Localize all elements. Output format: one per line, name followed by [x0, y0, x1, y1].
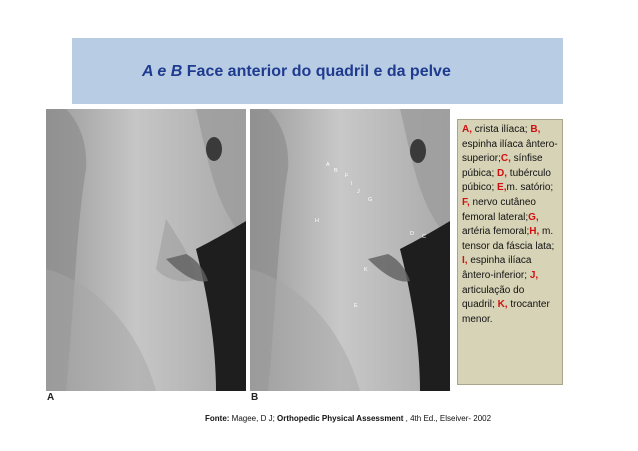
photo-label-a: A	[326, 162, 330, 168]
legend-key: H,	[529, 226, 540, 238]
panel-a-letter: A	[47, 392, 55, 403]
photo-b-image	[250, 109, 450, 391]
legend-item-e	[497, 182, 553, 193]
photo-label-f: F	[345, 173, 349, 179]
legend-key: A,	[462, 124, 472, 135]
legend-desc: articulação do quadril;	[462, 284, 525, 311]
photo-panel-a	[46, 109, 246, 391]
source-book: Orthopedic Physical Assessment	[277, 414, 404, 423]
legend-key: G,	[528, 211, 539, 223]
legend-desc: m. satório;	[506, 182, 554, 194]
photo-label-i: I	[351, 181, 353, 187]
legend-desc: artéria femoral;	[462, 226, 530, 238]
photo-panel-b	[250, 109, 450, 391]
photo-label-g: G	[368, 197, 373, 203]
source-citation	[205, 414, 491, 423]
photo-a-image	[46, 109, 246, 391]
source-edition: , 4th Ed., Elseiver- 2002	[403, 414, 492, 423]
legend-desc: espinha ilíaca ântero-superior;	[462, 138, 558, 165]
legend-desc: sínfise púbica;	[462, 153, 543, 179]
legend-desc: nervo cutâneo femoral lateral;	[462, 196, 536, 223]
legend-box	[457, 119, 563, 385]
legend-key: F,	[462, 196, 470, 208]
photo-label-d: D	[410, 231, 414, 237]
legend-item-f	[462, 197, 536, 223]
photo-label-e: E	[354, 303, 358, 309]
legend-desc: tubérculo púbico;	[462, 167, 551, 194]
legend-key: B,	[530, 124, 541, 135]
photo-label-j: J	[357, 189, 360, 195]
slide-title-panels: A e B	[142, 63, 183, 80]
photo-label-h: H	[315, 218, 319, 224]
legend-item-a	[462, 124, 530, 135]
panel-b-letter: B	[251, 392, 259, 403]
photo-label-c: C	[422, 234, 426, 240]
legend-key: J,	[529, 269, 539, 281]
slide-title	[142, 63, 451, 81]
slide-title-text: Face anterior do quadril e da pelve	[186, 63, 451, 80]
legend-key: C,	[500, 153, 511, 165]
legend-desc: crista ilíaca;	[472, 124, 531, 135]
legend-key: E,	[497, 182, 507, 194]
legend-key: K,	[497, 299, 508, 311]
photo-label-k: K	[364, 267, 368, 273]
legend-key: D,	[497, 167, 508, 179]
legend-desc: espinha ilíaca ântero-inferior;	[462, 255, 532, 281]
source-author: Magee, D J;	[229, 414, 278, 423]
legend-desc: m. tensor da fáscia lata;	[462, 226, 555, 252]
source-label: Fonte:	[205, 414, 230, 423]
legend-key: I,	[462, 255, 468, 267]
legend-item-i	[462, 255, 532, 281]
title-banner	[72, 38, 563, 104]
photo-label-b: B	[334, 168, 338, 174]
legend-desc: trocanter menor.	[462, 299, 550, 325]
